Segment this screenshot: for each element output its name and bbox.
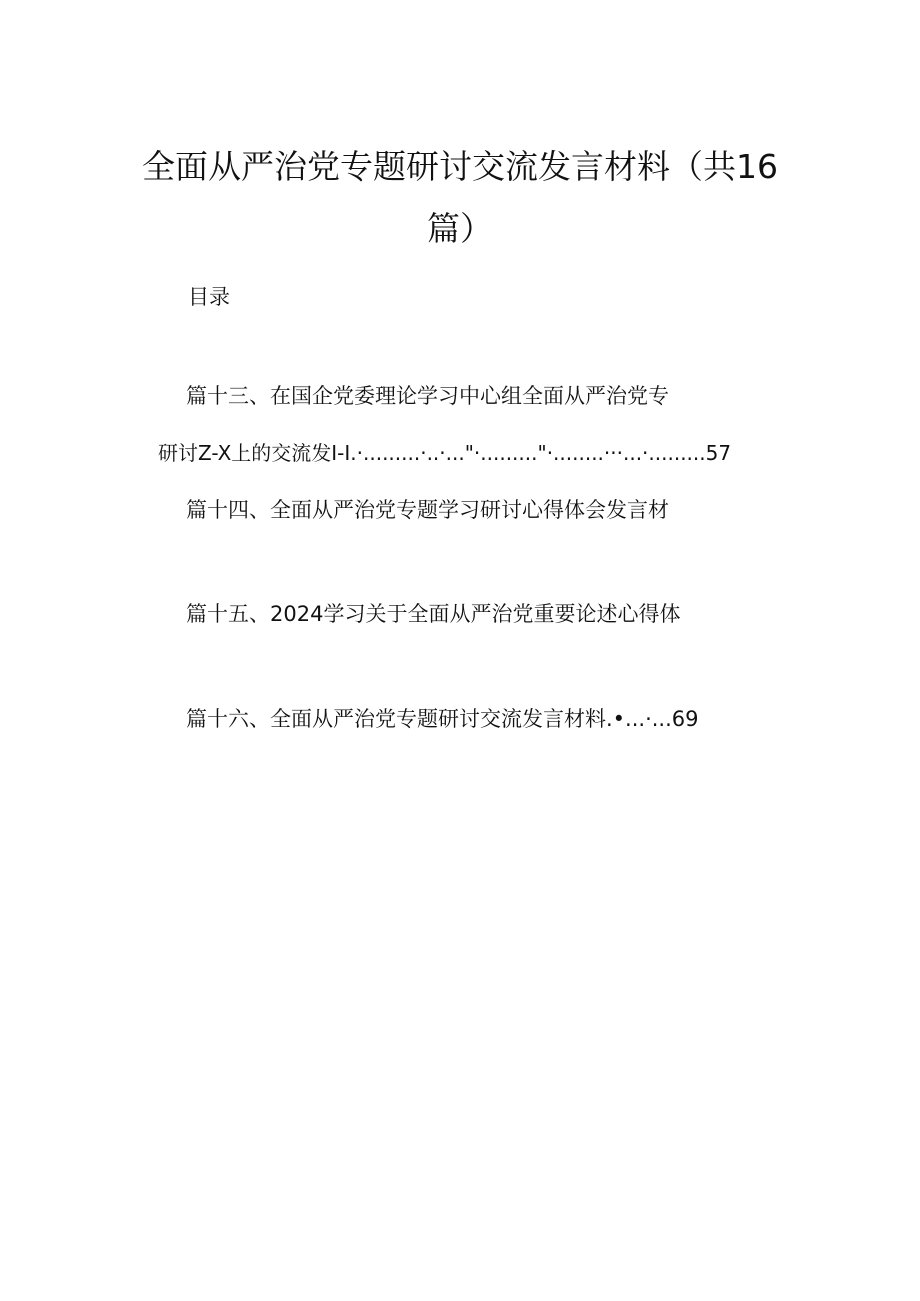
toc-entry-14: 篇十四、全面从严治党专题学习研讨心得体会发言材: [186, 498, 669, 522]
toc-entry-13-line-1: 篇十三、在国企党委理论学习中心组全面从严治党专: [186, 384, 669, 408]
toc-entry-13-line-2: 研讨Z-X上的交流发I-I.·.........·..·..."·........."·........···...·.........57: [158, 441, 732, 465]
toc-entry-15: 篇十五、2024学习关于全面从严治党重要论述心得体: [186, 602, 681, 626]
toc-entry-16: 篇十六、全面从严治党专题研讨交流发言材料.•...·...69: [186, 707, 699, 731]
document-title-line-2: 篇）: [427, 209, 493, 248]
document-title-line-1: 全面从严治党专题研讨交流发言材料（共16: [142, 147, 778, 186]
toc-heading: 目录: [188, 285, 230, 309]
